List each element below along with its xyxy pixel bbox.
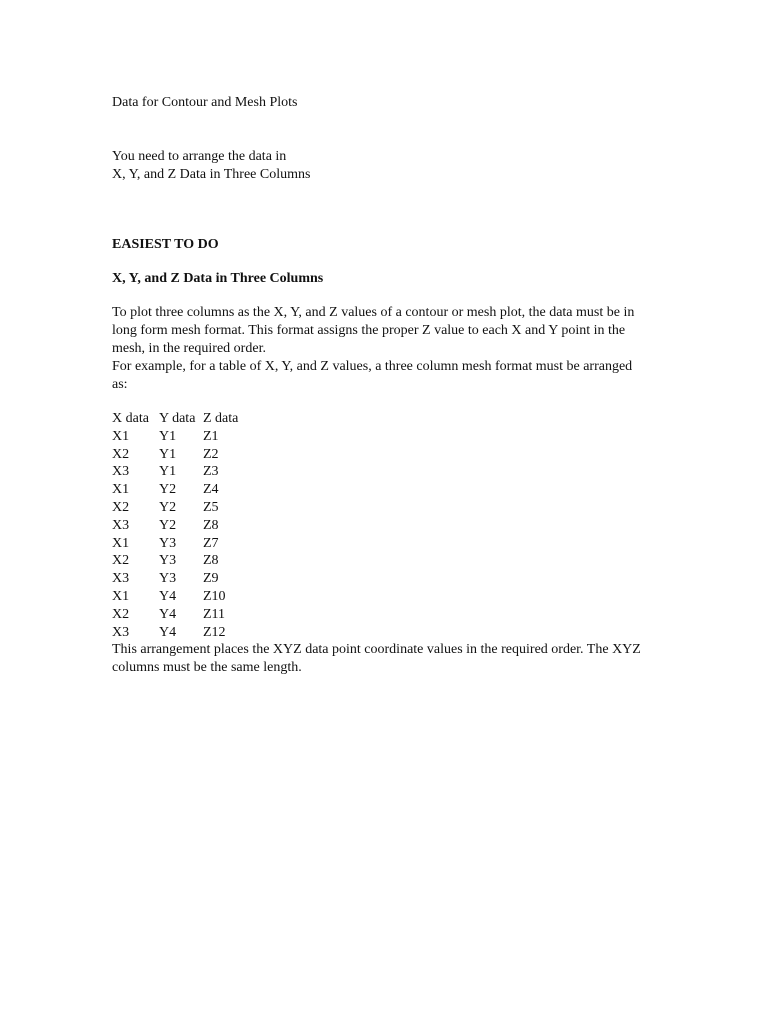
cell-x: X3: [112, 571, 130, 587]
cell-x: X1: [112, 428, 130, 444]
table-row: [112, 588, 263, 606]
paragraph-mesh-format: To plot three columns as the X, Y, and Z values of a contour or mesh plot, the data must be in long form mesh format. This format assigns the proper Z value to each X and Y point in the mesh, in the required order.: [112, 305, 635, 356]
cell-z: Z1: [203, 428, 219, 444]
cell-z: Z7: [203, 535, 219, 551]
table-row: [112, 463, 263, 481]
table-row: [112, 517, 263, 535]
cell-z: Z11: [203, 606, 226, 622]
cell-y: Y1: [159, 428, 177, 444]
table-row: [112, 446, 263, 464]
cell-x: X3: [112, 464, 130, 480]
cell-y: Y1: [159, 464, 177, 480]
cell-z: Z4: [203, 482, 219, 498]
cell-z: Z2: [203, 446, 219, 462]
cell-x: X1: [112, 535, 130, 551]
intro-block: [112, 148, 642, 184]
header-y-data: Y data: [159, 411, 196, 426]
cell-z: Z8: [203, 553, 219, 569]
xyz-data-table: [112, 410, 263, 641]
heading-easiest: EASIEST TO DO: [112, 237, 219, 252]
intro-line-1: You need to arrange the data in: [112, 149, 287, 164]
cell-z: Z8: [203, 517, 219, 533]
cell-z: Z9: [203, 571, 219, 587]
cell-y: Y3: [159, 535, 177, 551]
cell-x: X1: [112, 482, 130, 498]
closing-paragraph: This arrangement places the XYZ data point coordinate values in the required order. The XYZ columns must be the same length.: [112, 642, 641, 676]
table-header-row: [112, 410, 263, 428]
cell-x: X2: [112, 606, 130, 622]
cell-y: Y1: [159, 446, 177, 462]
table-row: [112, 570, 263, 588]
table-row: [112, 606, 263, 624]
table-row: [112, 428, 263, 446]
cell-x: X3: [112, 624, 130, 640]
table-row: [112, 499, 263, 517]
cell-x: X3: [112, 517, 130, 533]
cell-z: Z12: [203, 624, 226, 640]
cell-y: Y2: [159, 517, 177, 533]
table-row: [112, 624, 263, 642]
table-row: [112, 552, 263, 570]
cell-x: X1: [112, 588, 130, 604]
intro-line-2: X, Y, and Z Data in Three Columns: [112, 167, 311, 182]
cell-z: Z5: [203, 499, 219, 515]
cell-y: Y4: [159, 588, 177, 604]
cell-x: X2: [112, 446, 130, 462]
cell-x: X2: [112, 499, 130, 515]
table-body: [112, 428, 263, 642]
cell-y: Y3: [159, 571, 177, 587]
cell-y: Y3: [159, 553, 177, 569]
header-x-data: X data: [112, 411, 149, 426]
document-title: Data for Contour and Mesh Plots: [112, 95, 298, 110]
section-heading: X, Y, and Z Data in Three Columns: [112, 271, 324, 286]
cell-y: Y2: [159, 499, 177, 515]
table-row: [112, 535, 263, 553]
cell-z: Z10: [203, 588, 226, 604]
cell-x: X2: [112, 553, 130, 569]
cell-y: Y2: [159, 482, 177, 498]
cell-z: Z3: [203, 464, 219, 480]
cell-y: Y4: [159, 624, 177, 640]
cell-y: Y4: [159, 606, 177, 622]
table-row: [112, 481, 263, 499]
header-z-data: Z data: [203, 411, 239, 426]
document-page: [112, 94, 642, 677]
paragraph-example: For example, for a table of X, Y, and Z values, a three column mesh format must be arranged as:: [112, 359, 633, 392]
